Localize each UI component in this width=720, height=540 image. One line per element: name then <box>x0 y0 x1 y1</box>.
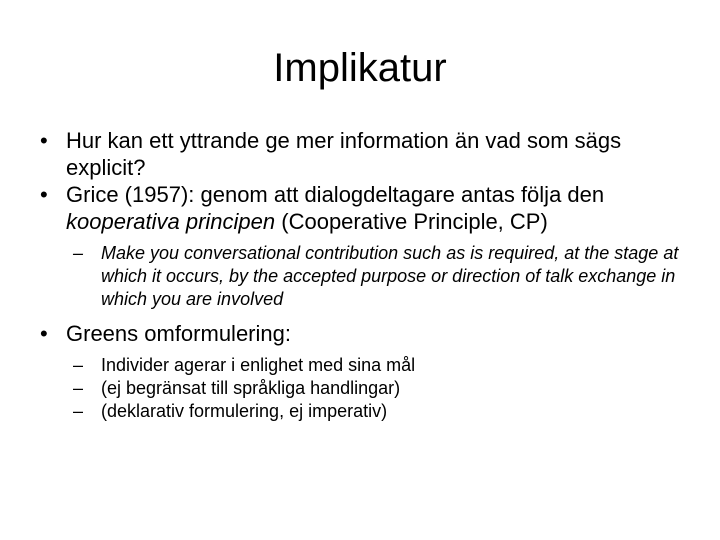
bullet-item-3 <box>0 320 720 347</box>
dash-icon: – <box>73 378 84 398</box>
bullet-icon: • <box>40 128 48 153</box>
sub-bullet-item <box>0 354 720 377</box>
bullet-text-part: Grice (1957): genom att dialogdeltagare antas följa den <box>66 182 605 207</box>
bullet-item-2 <box>0 181 720 235</box>
sub-bullet-text: (deklarativ formulering, ej imperativ) <box>101 401 388 421</box>
dash-icon: – <box>73 401 84 421</box>
sub-bullet-item <box>0 242 720 311</box>
sub-bullet-item <box>0 377 720 400</box>
bullet-text <box>66 181 686 235</box>
sub-bullet-text: (ej begränsat till språkliga handlingar) <box>101 378 401 398</box>
slide-title: Implikatur <box>273 46 447 90</box>
slide-body <box>0 127 720 423</box>
emphasized-term: kooperativa principen <box>66 209 276 234</box>
bullet-text: Greens omformulering: <box>66 321 291 346</box>
sub-bullet-text: Make you conversational contribution such as is required, at the stage at which it occurs, by the accepted purpose or direction of talk exchange in which you are involved <box>101 243 679 309</box>
bullet-text: Hur kan ett yttrande ge mer information än vad som sägs explicit? <box>66 128 622 180</box>
bullet-text-part: (Cooperative Principle, CP) <box>275 209 548 234</box>
bullet-icon: • <box>40 182 48 207</box>
dash-icon: – <box>73 243 84 263</box>
dash-icon: – <box>73 355 84 375</box>
bullet-item-1 <box>0 127 720 181</box>
sub-bullet-item <box>0 400 720 423</box>
sub-bullet-text: Individer agerar i enlighet med sina mål <box>101 355 416 375</box>
bullet-icon: • <box>40 321 48 346</box>
